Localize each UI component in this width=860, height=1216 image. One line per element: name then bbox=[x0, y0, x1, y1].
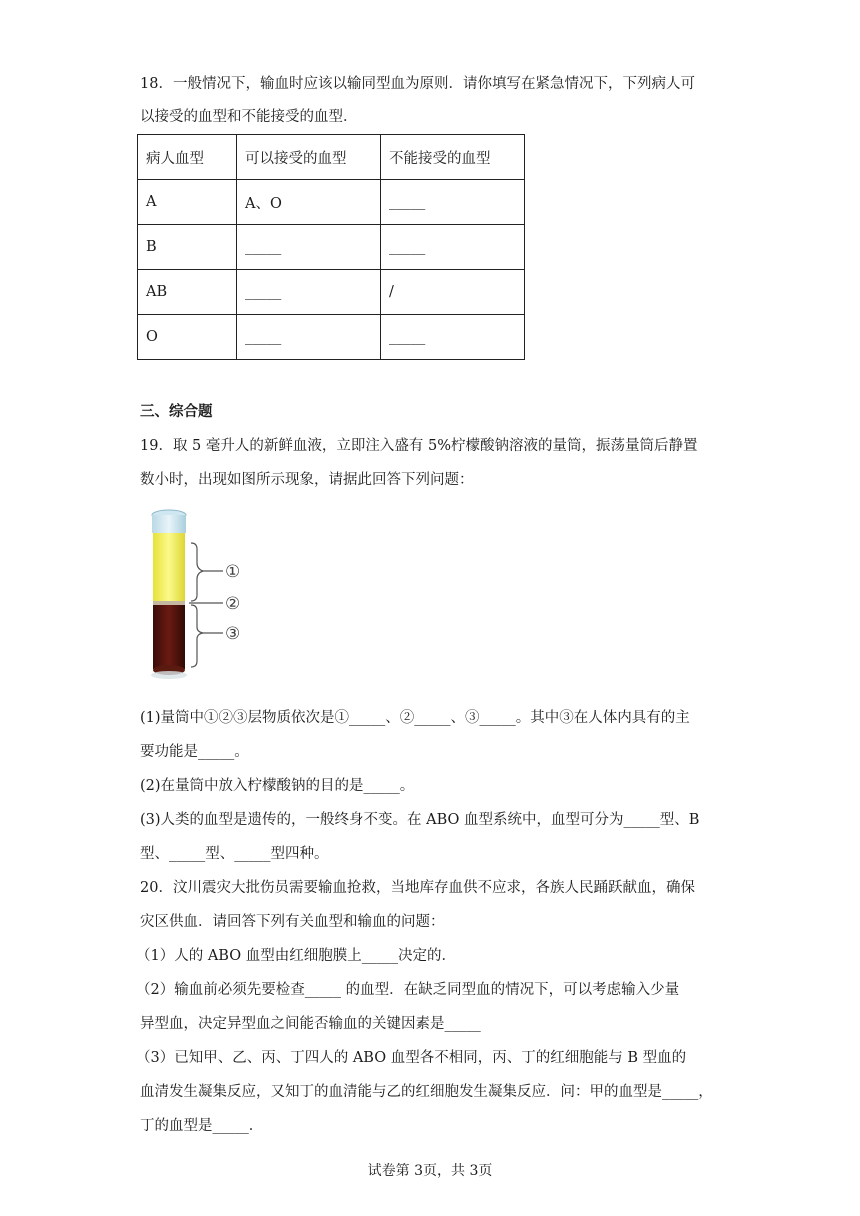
table-header-cell: 病人血型 bbox=[138, 135, 237, 180]
table-cell-blank: _____ bbox=[381, 180, 525, 225]
red-cell-layer bbox=[153, 605, 185, 669]
q20-text-line2: 灾区供血．请回答下列有关血型和输血的问题： bbox=[140, 914, 445, 930]
table-row bbox=[138, 225, 525, 270]
q19-p2: (2)在量筒中放入柠檬酸钠的目的是_____。 bbox=[140, 778, 415, 794]
cylinder-base bbox=[151, 671, 187, 679]
plasma-layer bbox=[153, 533, 185, 601]
buffy-coat-layer bbox=[153, 601, 185, 605]
q19-p1-line2: 要功能是_____。 bbox=[140, 744, 249, 760]
graduated-cylinder-figure bbox=[145, 505, 255, 685]
table-cell: O bbox=[138, 315, 237, 360]
figure-label-3: ③ bbox=[225, 624, 241, 644]
q19-p1-line1: (1)量筒中①②③层物质依次是①_____、②_____、③_____。其中③在人体内具有的主 bbox=[140, 710, 690, 726]
blood-type-table bbox=[137, 134, 525, 360]
q20-text-line1: 20．汶川震灾大批伤员需要输血抢救，当地库存血供不应求，各族人民踊跃献血，确保 bbox=[140, 880, 695, 896]
q19-text-line2: 数小时，出现如图所示现象，请据此回答下列问题： bbox=[140, 472, 474, 488]
table-cell-blank: _____ bbox=[381, 225, 525, 270]
q18-text-line2: 以接受的血型和不能接受的血型． bbox=[140, 109, 358, 125]
q20-p2-line2: 异型血，决定异型血之间能否输血的关键因素是_____ bbox=[140, 1016, 481, 1032]
q20-p3-line3: 丁的血型是_____． bbox=[140, 1118, 264, 1134]
q19-p3-line1: (3)人类的血型是遗传的，一般终身不变。在 ABO 血型系统中，血型可分为_____型、B bbox=[140, 812, 700, 828]
table-cell-blank: _____ bbox=[237, 315, 381, 360]
table-header-cell: 不能接受的血型 bbox=[381, 135, 525, 180]
table-header-row bbox=[138, 135, 525, 180]
q20-p2-line1: （2）输血前必须先要检查_____ 的血型．在缺乏同型血的情况下，可以考虑输入少量 bbox=[136, 982, 680, 998]
table-cell: / bbox=[381, 270, 525, 315]
table-cell: B bbox=[138, 225, 237, 270]
table-row bbox=[138, 315, 525, 360]
table-cell-blank: _____ bbox=[237, 225, 381, 270]
q19-p3-line2: 型、_____型、_____型四种。 bbox=[140, 846, 329, 862]
table-header-cell: 可以接受的血型 bbox=[237, 135, 381, 180]
table-row bbox=[138, 270, 525, 315]
table-cell: A bbox=[138, 180, 237, 225]
table-cell: A、O bbox=[237, 180, 381, 225]
q19-text-line1: 19．取 5 毫升人的新鲜血液，立即注入盛有 5%柠檬酸钠溶液的量筒，振荡量筒后静置 bbox=[140, 438, 698, 454]
q20-p1: （1）人的 ABO 血型由红细胞膜上_____决定的． bbox=[136, 948, 456, 964]
table-cell: AB bbox=[138, 270, 237, 315]
cylinder-glass-top bbox=[152, 515, 186, 533]
figure-label-2: ② bbox=[225, 594, 241, 614]
q18-text-line1: 18．一般情况下，输血时应该以输同型血为原则．请你填写在紧急情况下，下列病人可 bbox=[140, 76, 695, 92]
table-cell-blank: _____ bbox=[381, 315, 525, 360]
table-row bbox=[138, 180, 525, 225]
page-footer: 试卷第 3页，共 3页 bbox=[367, 1163, 493, 1179]
brace-1 bbox=[191, 543, 203, 601]
section-title: 三、综合题 bbox=[140, 403, 213, 420]
brace-3 bbox=[191, 605, 203, 667]
figure-label-1: ① bbox=[225, 562, 241, 582]
q20-p3-line1: （3）已知甲、乙、丙、丁四人的 ABO 血型各不相同，丙、丁的红细胞能与 B 型血的 bbox=[136, 1050, 687, 1066]
table-cell-blank: _____ bbox=[237, 270, 381, 315]
q20-p3-line2: 血清发生凝集反应，又知丁的血清能与乙的红细胞发生凝集反应．问：甲的血型是_____， bbox=[140, 1084, 713, 1100]
